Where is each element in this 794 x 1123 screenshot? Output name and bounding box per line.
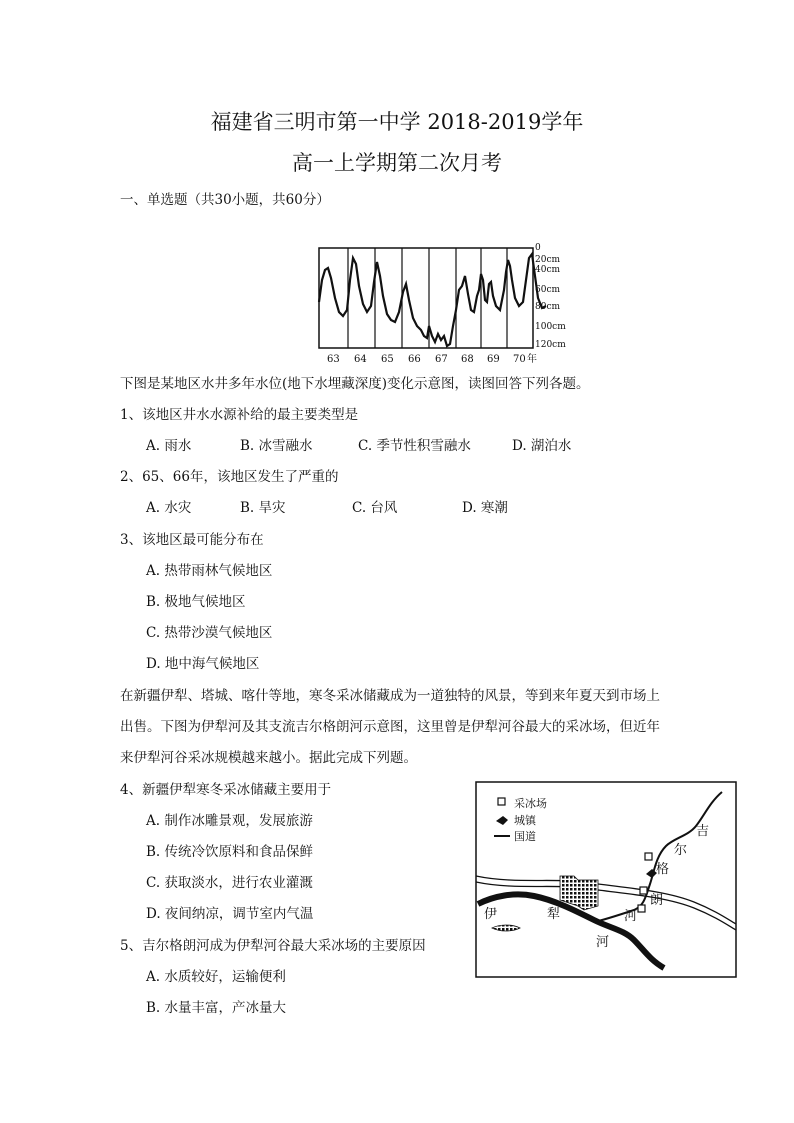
x-tick-64: 64: [354, 354, 367, 365]
q1-option-d[interactable]: D. 湖泊水: [512, 438, 572, 454]
label-ji: 吉: [696, 824, 710, 839]
x-tick-63: 63: [327, 354, 340, 365]
x-tick-70: 70: [513, 354, 526, 365]
chart-frame: [319, 248, 533, 348]
q1-stem: 1、该地区井水水源补给的最主要类型是: [120, 407, 359, 423]
well-level-chart: [316, 240, 566, 368]
water-level-line: [319, 254, 546, 346]
intro-paragraph-2-line2: 出售。下图为伊犁河及其支流吉尔格朗河示意图，这里曾是伊犁河谷最大的采冰场，但近年: [120, 719, 660, 735]
y-tick-40: 40cm: [535, 265, 561, 275]
label-ge: 格: [656, 862, 670, 877]
x-tick-67: 67: [435, 354, 448, 365]
x-tick-65: 65: [381, 354, 394, 365]
q3-option-d[interactable]: D. 地中海气候地区: [146, 656, 260, 672]
q3-option-a[interactable]: A. 热带雨林气候地区: [146, 563, 273, 579]
ice-field-marker-2: [640, 887, 647, 894]
y-tick-60: 60cm: [535, 285, 561, 295]
intro-paragraph-2-line3: 来伊犁河谷采冰规模越来越小。据此完成下列题。: [120, 750, 417, 766]
section-heading: 一、单选题（共30小题，共60分）: [120, 192, 330, 208]
ice-field-marker-3: [638, 905, 645, 912]
q4-option-d[interactable]: D. 夜间纳凉，调节室内气温: [146, 906, 314, 922]
intro-paragraph-1: 下图是某地区水井多年水位(地下水埋藏深度)变化示意图，读图回答下列各题。: [120, 376, 590, 392]
x-tick-66: 66: [408, 354, 421, 365]
legend-ice-field: 采冰场: [514, 797, 547, 810]
q2-option-c[interactable]: C. 台风: [352, 500, 398, 516]
y-tick-100: 100cm: [535, 322, 566, 332]
q4-option-b[interactable]: B. 传统冷饮原料和食品保鲜: [146, 844, 314, 860]
q4-stem: 4、新疆伊犁寒冬采冰储藏主要用于: [120, 782, 332, 798]
q5-option-a[interactable]: A. 水质较好，运输便利: [146, 969, 286, 985]
q2-option-a[interactable]: A. 水灾: [146, 500, 192, 516]
y-tick-120: 120cm: [535, 340, 566, 350]
label-he-tributary: 河: [624, 909, 638, 924]
q3-stem: 3、该地区最可能分布在: [120, 532, 264, 548]
q3-option-c[interactable]: C. 热带沙漠气候地区: [146, 625, 273, 641]
x-tick-68: 68: [461, 354, 474, 365]
label-he-ili: 河: [596, 935, 610, 950]
x-tick-69: 69: [487, 354, 500, 365]
q2-option-b[interactable]: B. 旱灾: [240, 500, 286, 516]
intro-paragraph-2-line1: 在新疆伊犁、塔城、喀什等地，寒冬采冰储藏成为一道独特的风景，等到来年夏天到市场上: [120, 688, 660, 704]
q5-option-b[interactable]: B. 水量丰富，产冰量大: [146, 1000, 287, 1016]
label-yi: 伊: [484, 907, 498, 922]
q2-option-d[interactable]: D. 寒潮: [462, 500, 508, 516]
q4-option-a[interactable]: A. 制作冰雕景观，发展旅游: [146, 813, 313, 829]
q1-option-b[interactable]: B. 冰雪融水: [240, 438, 313, 454]
q1-option-c[interactable]: C. 季节性积雪融水: [358, 438, 471, 454]
legend-road: 国道: [514, 830, 536, 843]
q3-option-b[interactable]: B. 极地气候地区: [146, 594, 246, 610]
label-er: 尔: [674, 843, 688, 858]
y-tick-0: 0: [535, 243, 541, 253]
y-tick-80: 80cm: [535, 302, 561, 312]
page-subtitle: 高一上学期第二次月考: [292, 151, 502, 175]
ice-field-marker-1: [645, 853, 652, 860]
q4-option-c[interactable]: C. 获取淡水，进行农业灌溉: [146, 875, 313, 891]
page-title: 福建省三明市第一中学 2018-2019学年: [210, 110, 584, 134]
q2-stem: 2、65、66年，该地区发生了严重的: [120, 469, 339, 485]
x-axis-unit: 年: [527, 354, 537, 365]
ice-field-legend-icon: [498, 798, 505, 805]
label-lang: 朗: [650, 893, 664, 908]
q5-stem: 5、吉尔格朗河成为伊犁河谷最大采冰场的主要原因: [120, 938, 426, 954]
label-li: 犁: [547, 907, 561, 922]
ili-river-map: [474, 780, 749, 980]
legend-town: 城镇: [514, 814, 536, 827]
q1-option-a[interactable]: A. 雨水: [146, 438, 192, 454]
y-tick-20: 20cm: [535, 255, 561, 265]
